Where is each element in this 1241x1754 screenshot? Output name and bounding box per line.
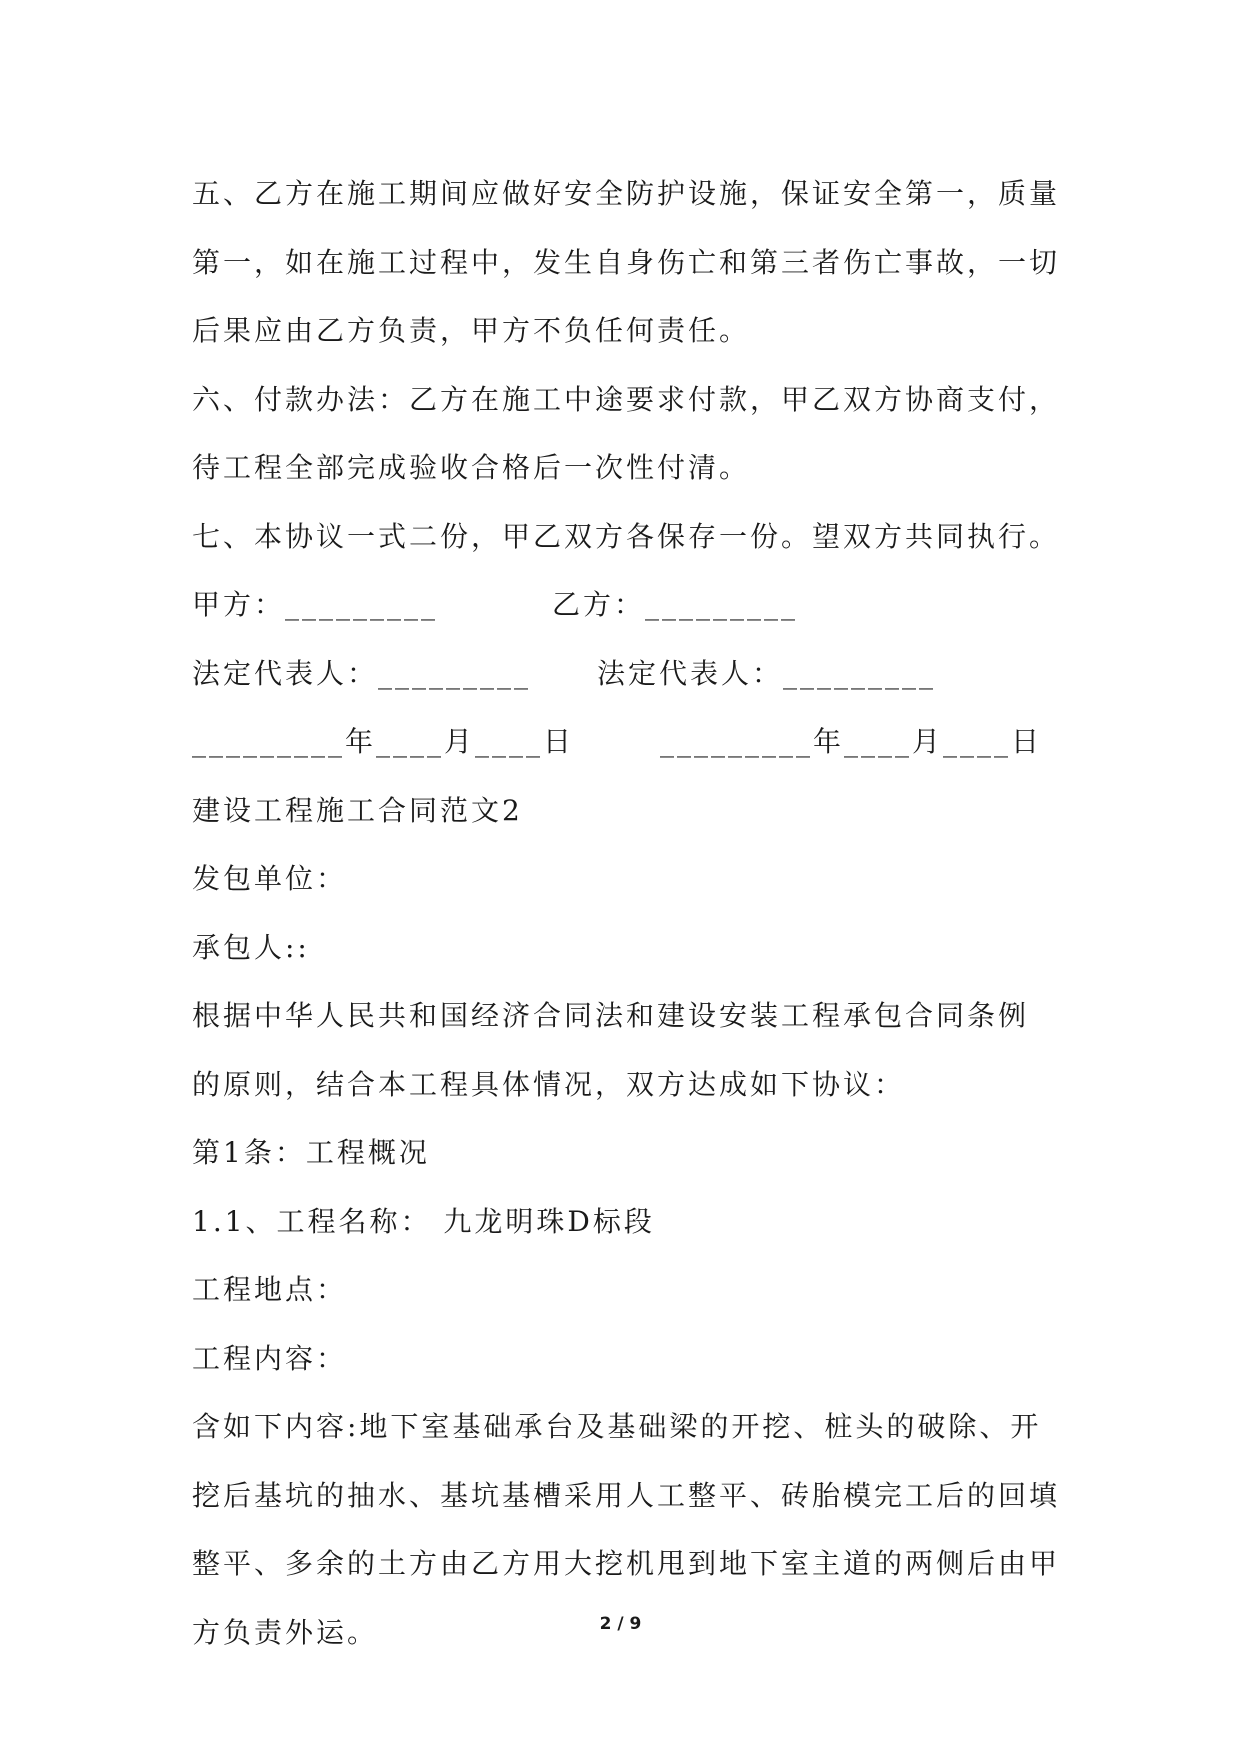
content-line-2: 挖后基坑的抽水、基坑基槽采用人工整平、砖胎模完工后的回填 xyxy=(192,1478,1061,1512)
party-b-signature: 乙方：_________ xyxy=(552,588,799,621)
basis-line-1: 根据中华人民共和国经济合同法和建设安装工程承包合同条例 xyxy=(192,999,1030,1032)
representative-b-signature: 法定代表人：_________ xyxy=(597,656,937,690)
basis-line-2: 的原则，结合本工程具体情况，双方达成如下协议： xyxy=(192,1067,906,1101)
article-1-heading: 第1条：工程概况 xyxy=(192,1136,430,1169)
clause-5-line-2: 第一，如在施工过程中，发生自身伤亡和第三者伤亡事故，一切 xyxy=(192,245,1061,279)
representative-signature-row xyxy=(192,640,1072,709)
content-line-1: 含如下内容:地下室基础承台及基础梁的开挖、桩头的破除、开 xyxy=(192,1410,1042,1443)
project-content-label: 工程内容： xyxy=(192,1341,348,1375)
clause-5-line-3: 后果应由乙方负责，甲方不负任何责任。 xyxy=(192,314,751,347)
page-number: 2 / 9 xyxy=(599,1614,642,1634)
contractor-label: 承包人:: xyxy=(192,930,310,964)
content-line-4: 方负责外运。 xyxy=(192,1615,379,1649)
clause-7-line-1: 七、本协议一式二份，甲乙双方各保存一份。望双方共同执行。 xyxy=(192,519,1061,553)
date-b-signature: _________年____月____日 xyxy=(660,725,1043,758)
document-body xyxy=(192,160,1072,1667)
project-location: 工程地点： xyxy=(192,1273,348,1306)
employer-label: 发包单位： xyxy=(192,862,348,895)
date-a-signature: _________年____月____日 xyxy=(192,725,575,758)
project-name: 1.1、工程名称： 九龙明珠D标段 xyxy=(192,1204,655,1238)
date-signature-row xyxy=(192,708,1072,777)
content-line-3: 整平、多余的土方由乙方用大挖机甩到地下室主道的两侧后由甲 xyxy=(192,1547,1061,1580)
clause-6-line-2: 待工程全部完成验收合格后一次性付清。 xyxy=(192,451,751,484)
clause-6-line-1: 六、付款办法：乙方在施工中途要求付款，甲乙双方协商支付， xyxy=(192,382,1061,416)
clause-5-line-1: 五、乙方在施工期间应做好安全防护设施，保证安全第一，质量 xyxy=(192,177,1061,210)
representative-a-signature: 法定代表人：_________ xyxy=(192,656,532,690)
party-signature-row xyxy=(192,571,1072,640)
party-a-signature: 甲方：_________ xyxy=(192,588,439,621)
contract-2-title: 建设工程施工合同范文2 xyxy=(192,793,523,827)
